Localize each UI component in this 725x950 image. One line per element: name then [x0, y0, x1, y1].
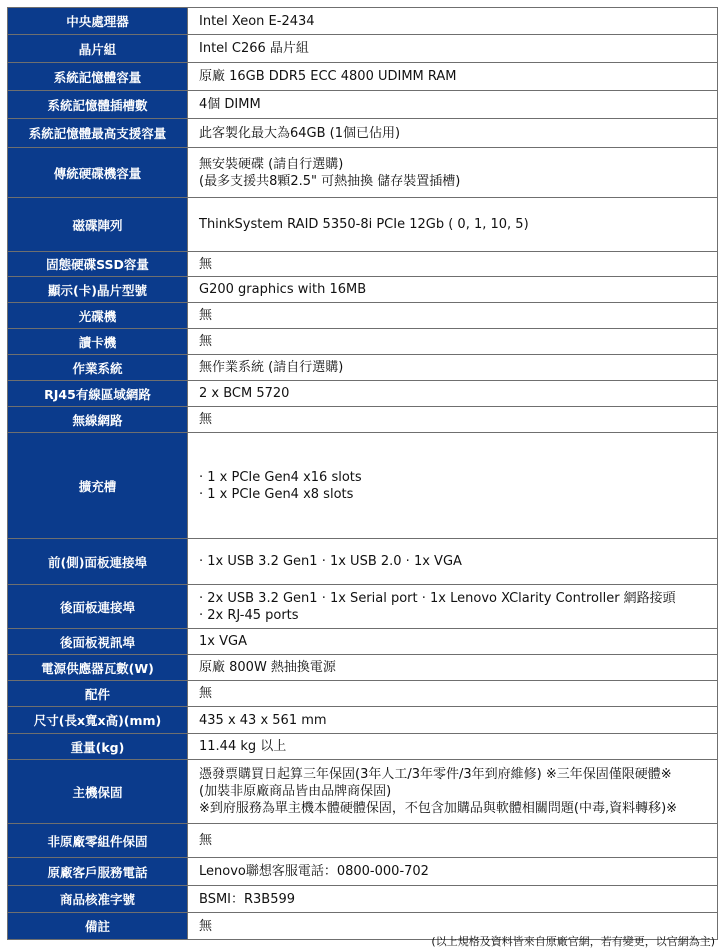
spec-row [8, 629, 718, 655]
spec-value [188, 734, 718, 760]
spec-label: 磁碟陣列 [8, 198, 188, 252]
spec-value [188, 119, 718, 148]
spec-label: 無線網路 [8, 407, 188, 433]
spec-value [188, 433, 718, 539]
spec-value-line: · 1 x PCIe Gen4 x16 slots [199, 469, 362, 485]
spec-value-line: 無 [199, 918, 213, 934]
spec-row [8, 681, 718, 707]
spec-value [188, 329, 718, 355]
spec-label: 前(側)面板連接埠 [8, 539, 188, 585]
spec-table-body [8, 8, 718, 940]
footnote: (以上規格及資料皆來自原廠官網，若有變更，以官網為主) [431, 935, 715, 948]
spec-value [188, 858, 718, 886]
spec-row [8, 329, 718, 355]
spec-label: 傳統硬碟機容量 [8, 148, 188, 198]
spec-row [8, 63, 718, 91]
spec-row [8, 858, 718, 886]
spec-row [8, 585, 718, 629]
spec-value [188, 148, 718, 198]
spec-value-line: 2 x BCM 5720 [199, 386, 290, 401]
spec-value-line: 無安裝硬碟 (請自行選購) [199, 156, 344, 172]
spec-label: 光碟機 [8, 303, 188, 329]
spec-value [188, 252, 718, 277]
spec-value [188, 655, 718, 681]
spec-label: 備註 [8, 913, 188, 940]
spec-value-line: ThinkSystem RAID 5350-8i PCIe 12Gb ( 0, 1, 10, 5) [199, 217, 529, 232]
spec-value [188, 198, 718, 252]
spec-row [8, 303, 718, 329]
spec-row [8, 707, 718, 734]
spec-value [188, 303, 718, 329]
spec-value [188, 355, 718, 381]
spec-row [8, 355, 718, 381]
spec-value-line: 無 [199, 256, 213, 272]
spec-value [188, 91, 718, 119]
spec-value [188, 539, 718, 585]
spec-row [8, 35, 718, 63]
spec-value [188, 63, 718, 91]
spec-value-line: · 2x RJ-45 ports [199, 607, 299, 623]
spec-row [8, 760, 718, 824]
spec-row [8, 734, 718, 760]
spec-value-line: 無 [199, 308, 213, 323]
spec-value-line: · 1x USB 3.2 Gen1 · 1x USB 2.0 · 1x VGA [199, 554, 462, 569]
spec-value [188, 760, 718, 824]
spec-value-line: 無 [199, 686, 213, 701]
spec-label: 原廠客戶服務電話 [8, 858, 188, 886]
spec-label: 電源供應器瓦數(W) [8, 655, 188, 681]
spec-row [8, 198, 718, 252]
spec-row [8, 381, 718, 407]
spec-value-line: 1x VGA [199, 634, 247, 649]
spec-label: 系統記憶體最高支援容量 [8, 119, 188, 148]
spec-value-line: 無 [199, 833, 213, 848]
spec-row [8, 119, 718, 148]
spec-value-line: G200 graphics with 16MB [199, 282, 367, 297]
spec-value-line: (最多支援共8顆2.5" 可熱抽換 儲存裝置插槽) [199, 173, 461, 189]
spec-value-line: BSMI：R3B599 [199, 891, 296, 907]
spec-value [188, 824, 718, 858]
spec-value [188, 277, 718, 303]
spec-value-line: Lenovo聯想客服電話：0800-000-702 [199, 864, 429, 879]
spec-table [7, 7, 718, 940]
spec-row [8, 886, 718, 913]
spec-value-line: 435 x 43 x 561 mm [199, 712, 327, 728]
spec-value-line: 11.44 kg 以上 [199, 739, 287, 754]
spec-label: 中央處理器 [8, 8, 188, 35]
spec-label: 擴充槽 [8, 433, 188, 539]
spec-row [8, 539, 718, 585]
spec-label: 顯示(卡)晶片型號 [8, 277, 188, 303]
spec-value-line: · 2x USB 3.2 Gen1 · 1x Serial port · 1x Lenovo XClarity Controller 網路接頭 [199, 590, 676, 606]
spec-value-line: 憑發票購買日起算三年保固(3年人工/3年零件/3年到府維修) ※三年保固僅限硬體※ [199, 767, 672, 782]
spec-label: 主機保固 [8, 760, 188, 824]
spec-value [188, 707, 718, 734]
spec-row [8, 8, 718, 35]
spec-value-line: 原廠 16GB DDR5 ECC 4800 UDIMM RAM [199, 69, 457, 84]
spec-value-line: 原廠 800W 熱抽換電源 [199, 660, 336, 675]
spec-value-line: 無 [199, 412, 213, 427]
spec-row [8, 277, 718, 303]
spec-row [8, 148, 718, 198]
spec-value-line: ※到府服務為單主機本體硬體保固，不包含加購品與軟體相關問題(中毒,資料轉移)※ [199, 801, 678, 816]
spec-value-line: 無作業系統 (請自行選購) [199, 360, 344, 375]
spec-value [188, 8, 718, 35]
spec-value [188, 407, 718, 433]
spec-label: 後面板連接埠 [8, 585, 188, 629]
spec-value-line: 此客製化最大為64GB (1個已佔用) [199, 125, 401, 141]
spec-label: 尺寸(長x寬x高)(mm) [8, 707, 188, 734]
spec-value-line: 無 [199, 334, 213, 349]
spec-value [188, 629, 718, 655]
spec-value [188, 681, 718, 707]
spec-value [188, 585, 718, 629]
spec-label: 重量(kg) [8, 734, 188, 760]
spec-value-line: 4個 DIMM [199, 97, 261, 112]
spec-label: 作業系統 [8, 355, 188, 381]
spec-label: 系統記憶體容量 [8, 63, 188, 91]
spec-row [8, 655, 718, 681]
spec-label: 固態硬碟SSD容量 [8, 252, 188, 277]
spec-label: 系統記憶體插槽數 [8, 91, 188, 119]
spec-row [8, 252, 718, 277]
spec-row [8, 407, 718, 433]
spec-value-line: Intel Xeon E-2434 [199, 13, 315, 29]
spec-value-line: (加裝非原廠商品皆由品牌商保固) [199, 784, 392, 799]
spec-value-line: Intel C266 晶片組 [199, 41, 309, 56]
spec-row [8, 824, 718, 858]
spec-value [188, 886, 718, 913]
spec-label: 讀卡機 [8, 329, 188, 355]
spec-value [188, 35, 718, 63]
spec-label: RJ45有線區域網路 [8, 381, 188, 407]
spec-label: 後面板視訊埠 [8, 629, 188, 655]
spec-value [188, 381, 718, 407]
spec-label: 商品核准字號 [8, 886, 188, 913]
spec-value-line: · 1 x PCIe Gen4 x8 slots [199, 486, 354, 502]
spec-label: 非原廠零組件保固 [8, 824, 188, 858]
spec-label: 晶片組 [8, 35, 188, 63]
spec-row [8, 91, 718, 119]
spec-row [8, 433, 718, 539]
spec-label: 配件 [8, 681, 188, 707]
